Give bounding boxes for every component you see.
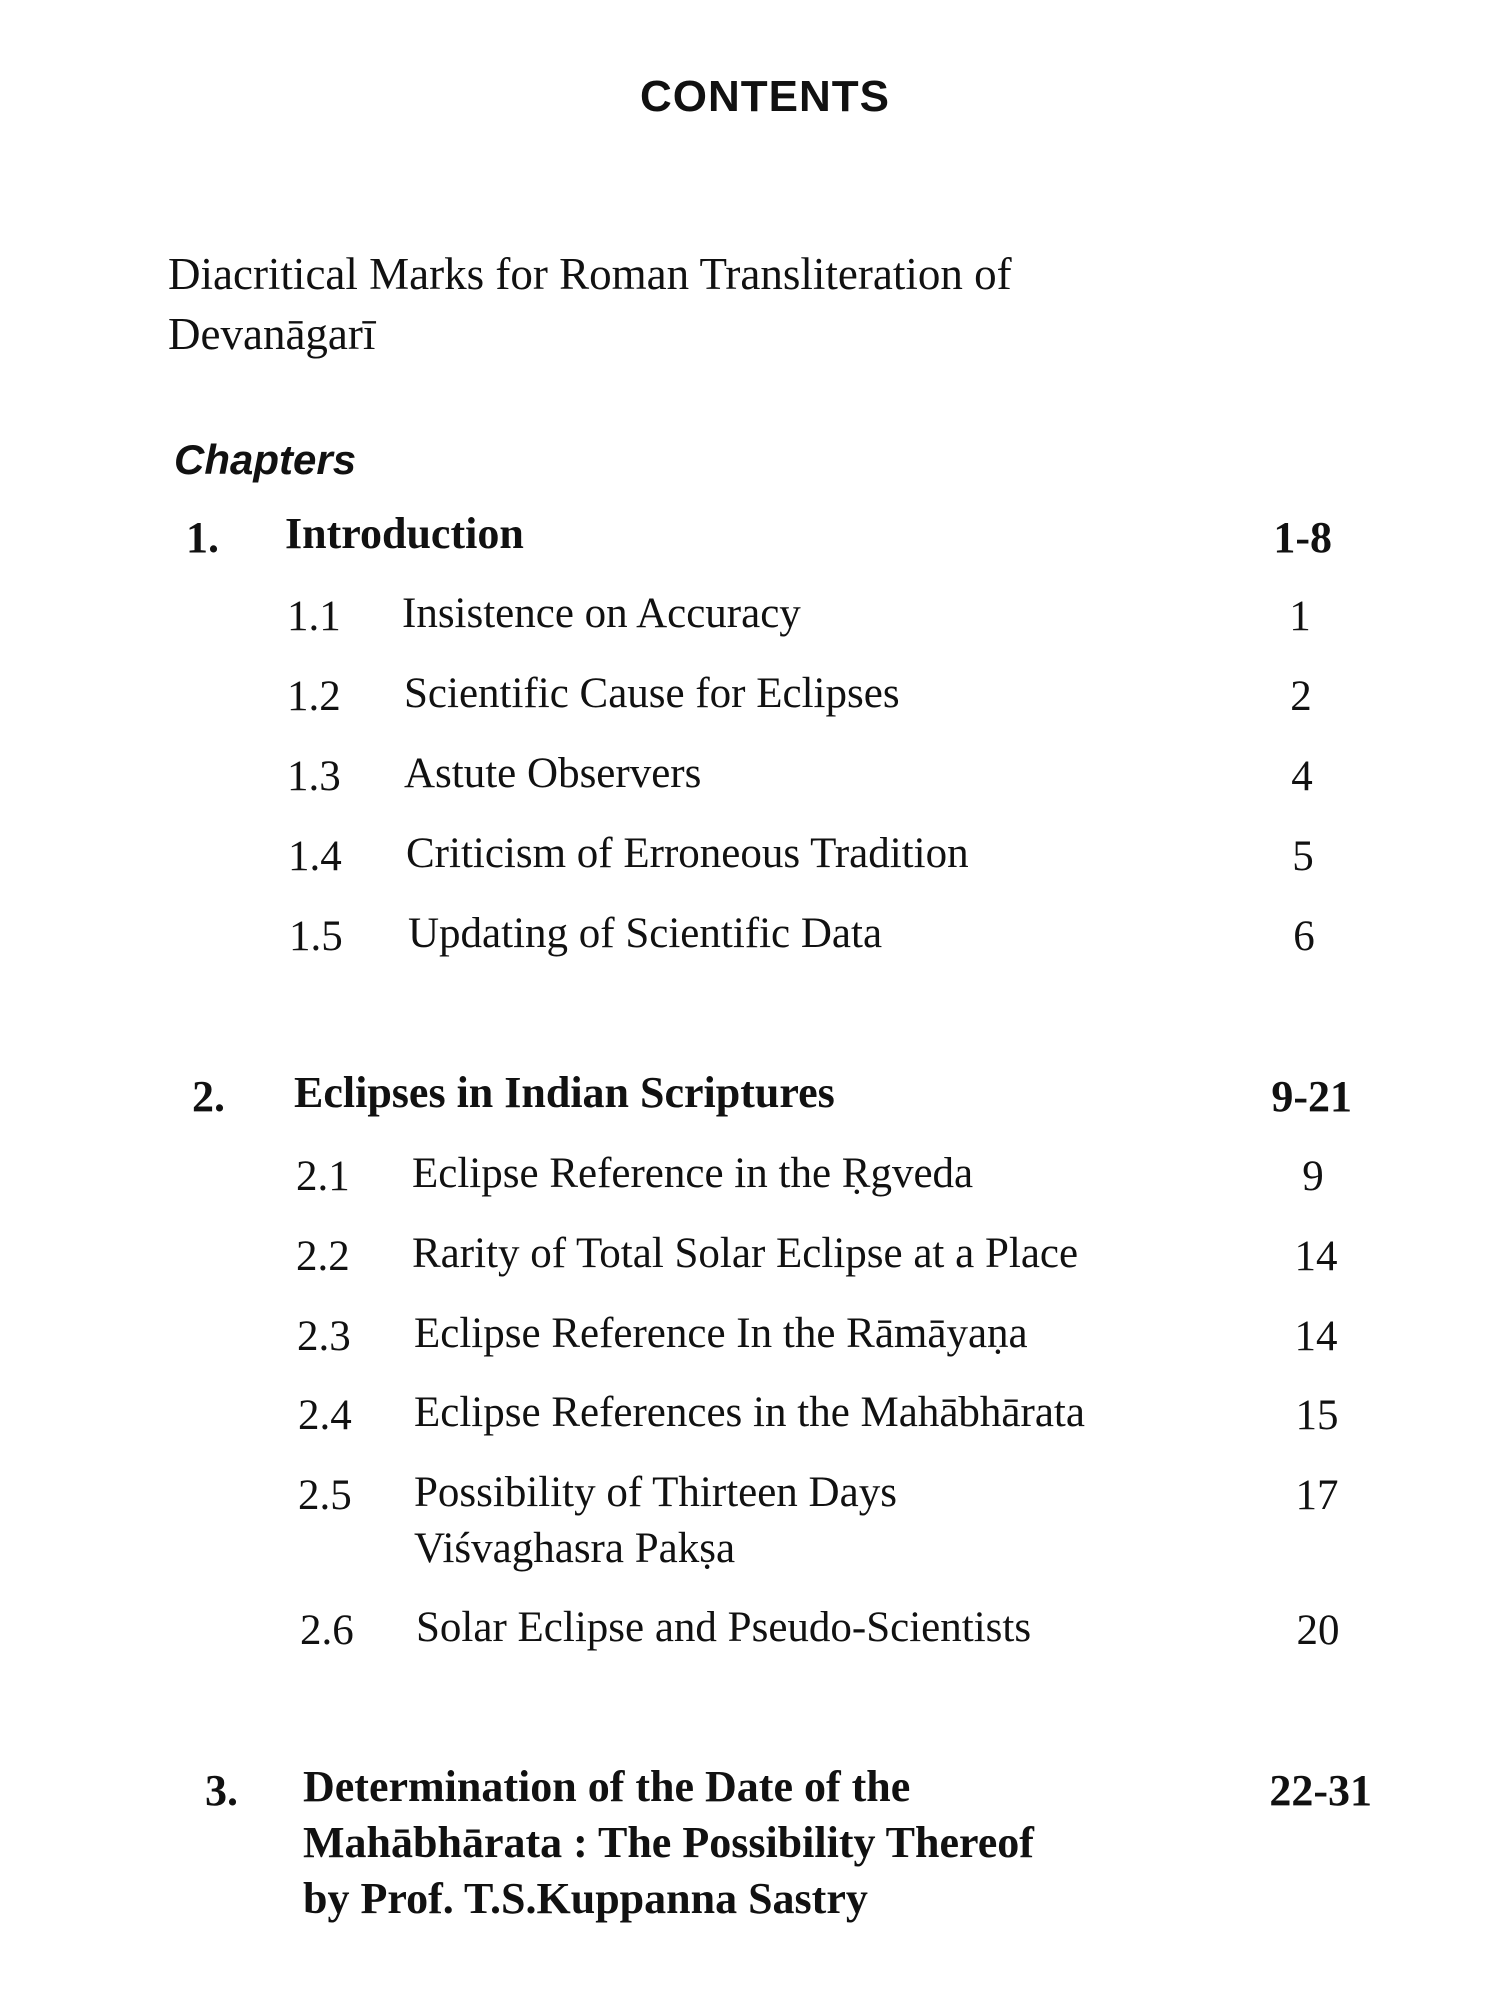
- chapter-title: [303, 1759, 1034, 1927]
- section-number: 2.2: [296, 1233, 350, 1280]
- section-number: 2.5: [298, 1472, 352, 1519]
- section-title-line: Viśvaghasra Pakṣa: [414, 1525, 736, 1572]
- section-title: Solar Eclipse and Pseudo-Scientists: [416, 1604, 1032, 1651]
- section-page: 20: [1296, 1607, 1340, 1654]
- section-number: 1.1: [287, 593, 341, 640]
- section-title: Criticism of Erroneous Tradition: [406, 830, 969, 877]
- chapter-number: 3.: [205, 1766, 238, 1815]
- section-page: 2: [1290, 673, 1312, 720]
- chapter-title-line: by Prof. T.S.Kuppanna Sastry: [303, 1874, 868, 1923]
- intro-line-2: Devanāgarī: [168, 309, 376, 359]
- chapter-title: Introduction: [285, 509, 524, 558]
- section-page: 15: [1295, 1392, 1339, 1439]
- section-page: 14: [1294, 1233, 1338, 1280]
- section-page: 4: [1291, 753, 1313, 800]
- chapters-heading: Chapters: [174, 436, 357, 483]
- section-number: 1.2: [287, 673, 341, 720]
- chapter-pages: 9-21: [1271, 1072, 1352, 1121]
- section-title: Eclipse Reference in the Ṛgveda: [412, 1150, 974, 1197]
- section-title: [414, 1465, 897, 1577]
- chapter-title: Eclipses in Indian Scriptures: [294, 1068, 835, 1117]
- section-page: 6: [1293, 913, 1315, 960]
- chapter-pages: 1-8: [1273, 513, 1332, 562]
- section-title: Insistence on Accuracy: [402, 590, 801, 637]
- section-number: 1.5: [289, 913, 343, 960]
- intro-line-1: Diacritical Marks for Roman Transliteration of: [168, 249, 1012, 299]
- section-title-line: Possibility of Thirteen Days: [414, 1469, 897, 1516]
- section-title: Rarity of Total Solar Eclipse at a Place: [412, 1230, 1079, 1277]
- chapter-number: 2.: [192, 1072, 225, 1121]
- section-title: Eclipse Reference In the Rāmāyaṇa: [414, 1310, 1028, 1357]
- chapter-number: 1.: [186, 513, 219, 562]
- section-number: 2.4: [298, 1392, 352, 1439]
- section-page: 9: [1302, 1153, 1324, 1200]
- chapter-title-line: Determination of the Date of the: [303, 1762, 911, 1811]
- section-number: 1.3: [287, 753, 341, 800]
- section-title: Updating of Scientific Data: [408, 910, 883, 957]
- chapter-pages: 22-31: [1269, 1766, 1372, 1815]
- section-page: 17: [1295, 1472, 1339, 1519]
- section-number: 2.1: [296, 1153, 350, 1200]
- page-title: CONTENTS: [640, 72, 890, 121]
- section-title: Scientific Cause for Eclipses: [404, 670, 900, 717]
- section-page: 14: [1294, 1313, 1338, 1360]
- intro-entry: [168, 244, 1168, 364]
- section-number: 2.3: [297, 1313, 351, 1360]
- chapter-title-line: Mahābhārata : The Possibility Thereof: [303, 1818, 1034, 1867]
- section-title: Eclipse References in the Mahābhārata: [414, 1389, 1085, 1436]
- section-number: 2.6: [300, 1607, 354, 1654]
- section-page: 5: [1292, 833, 1314, 880]
- section-page: 1: [1289, 593, 1311, 640]
- section-title: Astute Observers: [404, 750, 702, 797]
- section-number: 1.4: [288, 833, 342, 880]
